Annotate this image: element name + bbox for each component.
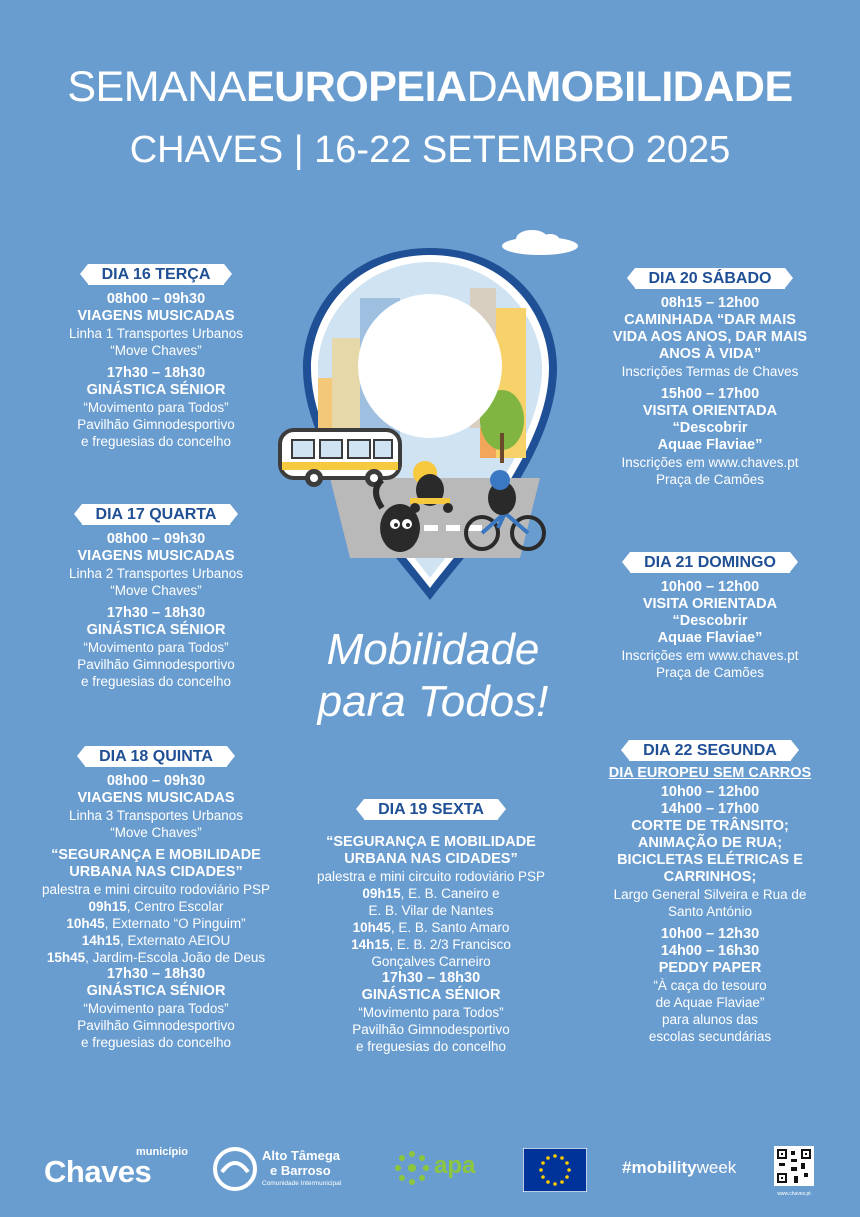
day-label: DIA 20 SÁBADO	[635, 268, 786, 289]
qr-code-icon	[774, 1146, 814, 1186]
day-16-block: DIA 16 TERÇA 08h00 – 09h30 VIAGENS MUSICADAS Linha 1 Transportes Urbanos “Move Chaves” 17h30 – 18h30 GINÁSTICA SÉNIOR “Movimento para Todos” Pavilhão Gimnodesportivo e freguesias do concelho	[68, 266, 244, 449]
mobilityweek-hashtag: #mobilityweek	[622, 1158, 737, 1177]
day-label: DIA 21 DOMINGO	[630, 552, 790, 573]
footer-logos	[0, 1140, 860, 1200]
day-label: DIA 19 SEXTA	[364, 799, 498, 820]
day-19-block: DIA 19 SEXTA “SEGURANÇA E MOBILIDADE URBANA NAS CIDADES” palestra e mini circuito rodoviário PSP 09h15, E. B. Caneiro e E. B. Vilar de Nantes 10h45, E. B. Santo Amaro 14h15, E. B. 2/3 Francisco Gonçalves Carneiro 17h30 – 18h30 GINÁSTICA SÉNIOR “Movimento para Todos” Pavilhão Gimnodesportivo e freguesias do concelho	[316, 801, 546, 1054]
page-subtitle: CHAVES | 16-22 SETEMBRO 2025	[129, 129, 731, 171]
swirl-icon	[212, 1146, 258, 1192]
car-free-day-link[interactable]: DIA EUROPEU SEM CARROS	[608, 765, 812, 781]
alto-tamega-logo: Alto Tâmega e Barroso Comunidade Intermunicipal	[212, 1146, 372, 1194]
day-20-block: DIA 20 SÁBADO 08h15 – 12h00 CAMINHADA “DAR MAIS VIDA AOS ANOS, DAR MAIS ANOS À VIDA” Inscrições Termas de Chaves 15h00 – 17h00 VISITA ORIENTADA “Descobrir Aquae Flaviae” Inscrições em www.chaves.pt Praça de Camões	[612, 270, 808, 487]
day-label: DIA 17 QUARTA	[82, 504, 231, 525]
day-17-block: DIA 17 QUARTA 08h00 – 09h30 VIAGENS MUSICADAS Linha 2 Transportes Urbanos “Move Chaves” 17h30 – 18h30 GINÁSTICA SÉNIOR “Movimento para Todos” Pavilhão Gimnodesportivo e freguesias do concelho	[68, 506, 244, 689]
apa-logo: apa	[394, 1150, 494, 1190]
day-22-block: DIA 22 SEGUNDA DIA EUROPEU SEM CARROS 10h00 – 12h00 14h00 – 17h00 CORTE DE TRÂNSITO; ANIMAÇÃO DE RUA; BICICLETAS ELÉTRICAS E CARRINHOS; Largo General Silveira e Rua de Santo António 10h00 – 12h30 14h00 – 16h30 PEDDY PAPER “À caça do tesouro de Aquae Flaviae” para alunos das escolas secundárias	[588, 740, 832, 1045]
day-18-block: DIA 18 QUINTA 08h00 – 09h30 VIAGENS MUSICADAS Linha 3 Transportes Urbanos “Move Chaves” “SEGURANÇA E MOBILIDADE URBANA NAS CIDADES” palestra e mini circuito rodoviário PSP 09h15, Centro Escolar 10h45, Externato “O Pinguim” 14h15, Externato AEIOU 15h45, Jardim-Escola João de Deus 17h30 – 18h30 GINÁSTICA SÉNIOR “Movimento para Todos” Pavilhão Gimnodesportivo e freguesias do concelho	[41, 748, 271, 1050]
day-label: DIA 22 SEGUNDA	[629, 740, 791, 761]
day-21-block: DIA 21 DOMINGO 10h00 – 12h00 VISITA ORIENTADA “Descobrir Aquae Flaviae” Inscrições em www.chaves.pt Praça de Camões	[621, 554, 799, 680]
chaves-logo: município Chaves	[44, 1146, 188, 1189]
bus-icon	[280, 430, 400, 487]
slogan: Mobilidade para Todos!	[317, 625, 549, 726]
dots-icon	[394, 1150, 430, 1186]
day-label: DIA 16 TERÇA	[88, 264, 225, 285]
qr-code[interactable]: www.chaves.pt	[774, 1146, 818, 1198]
mobility-illustration	[270, 228, 590, 608]
page-title: SEMANAEUROPEIADAMOBILIDADE	[67, 63, 793, 111]
day-label: DIA 18 QUINTA	[85, 746, 227, 767]
eu-flag-icon	[523, 1148, 587, 1192]
